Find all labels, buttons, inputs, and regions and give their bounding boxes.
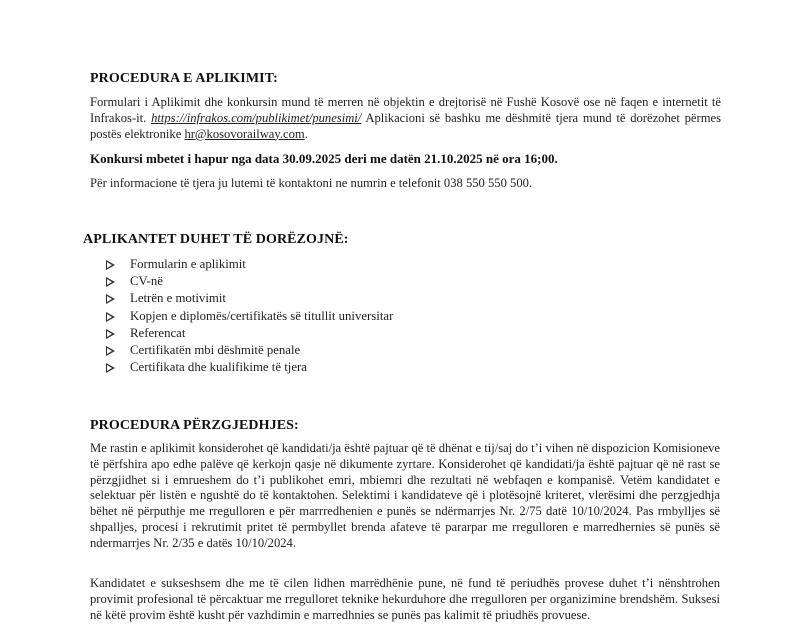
infrakos-link[interactable]: https://infrakos.com/publikimet/punesimi/ [151, 110, 362, 125]
arrow-bullet-icon [106, 329, 115, 339]
selection-paragraph-1: Me rastin e aplikimit konsiderohet që kandidati/ja është pajtuar që të dhënat e tij/saj do t’i vihen në dispozicion Komisioneve të përfshira apo edhe palëve që kerkojn qasje në dikumente zyrtare. Konsiderohet që kandidati/ja është pajtuar që në rast se përzgjidhet si i emrueshem do t’i publikohet emri, mbiemri dhe rezultati në webfaqen e kompanisë. Vetëm kandidatet e selektuar për listën e ngushtë do të kontaktohen. Selektimi i kandidateve që i plotësojnë kriteret, vlerësimi dhe perzgjedhja bëhet në përputhje me rregulloren e për marrredhenien e punës se ndërmarrjes Nr. 2/75 datë 10/10/2024. Pas rmbylljes së shpalljes, procesi i rekrutimit pritet të permbyllet brenda afateve të pararpar me rregulloren e marredhernies së punës së ndermarrjes Nr. 2/35 e datës 10/10/2024. [90, 441, 720, 550]
arrow-bullet-icon [106, 277, 115, 287]
hr-email-link[interactable]: hr@kosovorailway.com [184, 126, 305, 141]
required-documents-heading: APLIKANTET DUHET TË DORËZOJNË: [83, 232, 349, 247]
arrow-bullet-icon [106, 294, 115, 304]
required-documents-list [106, 256, 393, 376]
list-item: Certifikatën mbi dëshmitë penale [106, 342, 393, 359]
deadline-notice: Konkursi mbetet i hapur nga data 30.09.2025 deri me datën 21.10.2025 në ora 16;00. [90, 151, 558, 166]
selection-procedure-heading: PROCEDURA PËRZGJEDHJES: [90, 418, 299, 433]
application-paragraph [90, 95, 721, 142]
list-item: Certifikata dhe kualifikime të tjera [106, 359, 393, 376]
procedure-application-heading: PROCEDURA E APLIKIMIT: [90, 71, 278, 86]
list-item: Letrën e motivimit [106, 290, 393, 307]
arrow-bullet-icon [106, 363, 115, 373]
contact-info: Për informacione të tjera ju lutemi të kontaktoni ne numrin e telefonit 038 550 550 500. [90, 176, 533, 190]
application-text-c: . [304, 126, 308, 141]
application-text-a: Formulari i Aplikimit dhe konkursin mund të merren në objektin e drejtorisë në Fushë Kosovë ose në faqen e internetit të Infrakos-it. [90, 95, 721, 125]
list-item: Kopjen e diplomës/certifikatës së titullit universitar [106, 308, 393, 325]
list-item: Referencat [106, 325, 393, 342]
arrow-bullet-icon [106, 346, 115, 356]
arrow-bullet-icon [106, 312, 115, 322]
arrow-bullet-icon [106, 260, 115, 270]
selection-paragraph-2: Kandidatet e sukseshsem dhe me të cilen lidhen marrëdhënie pune, në fund të periudhës provese duhet t’i nënshtrohen provimit profesional të përcaktuar me rregulloret teknike hekurduhore dhe rregulloren per organizimine brendshëm. Suksesi në këtë provim është kusht për vazhdimin e marredhnies se punës pas kalimit të priudhës provuese. [90, 576, 720, 622]
list-item: Formularin e aplikimit [106, 256, 393, 273]
list-item: CV-në [106, 273, 393, 290]
application-text-b: Aplikacioni së bashku me dëshmitë tjera mund të dorëzohet përmes postës elektronike [90, 110, 721, 141]
